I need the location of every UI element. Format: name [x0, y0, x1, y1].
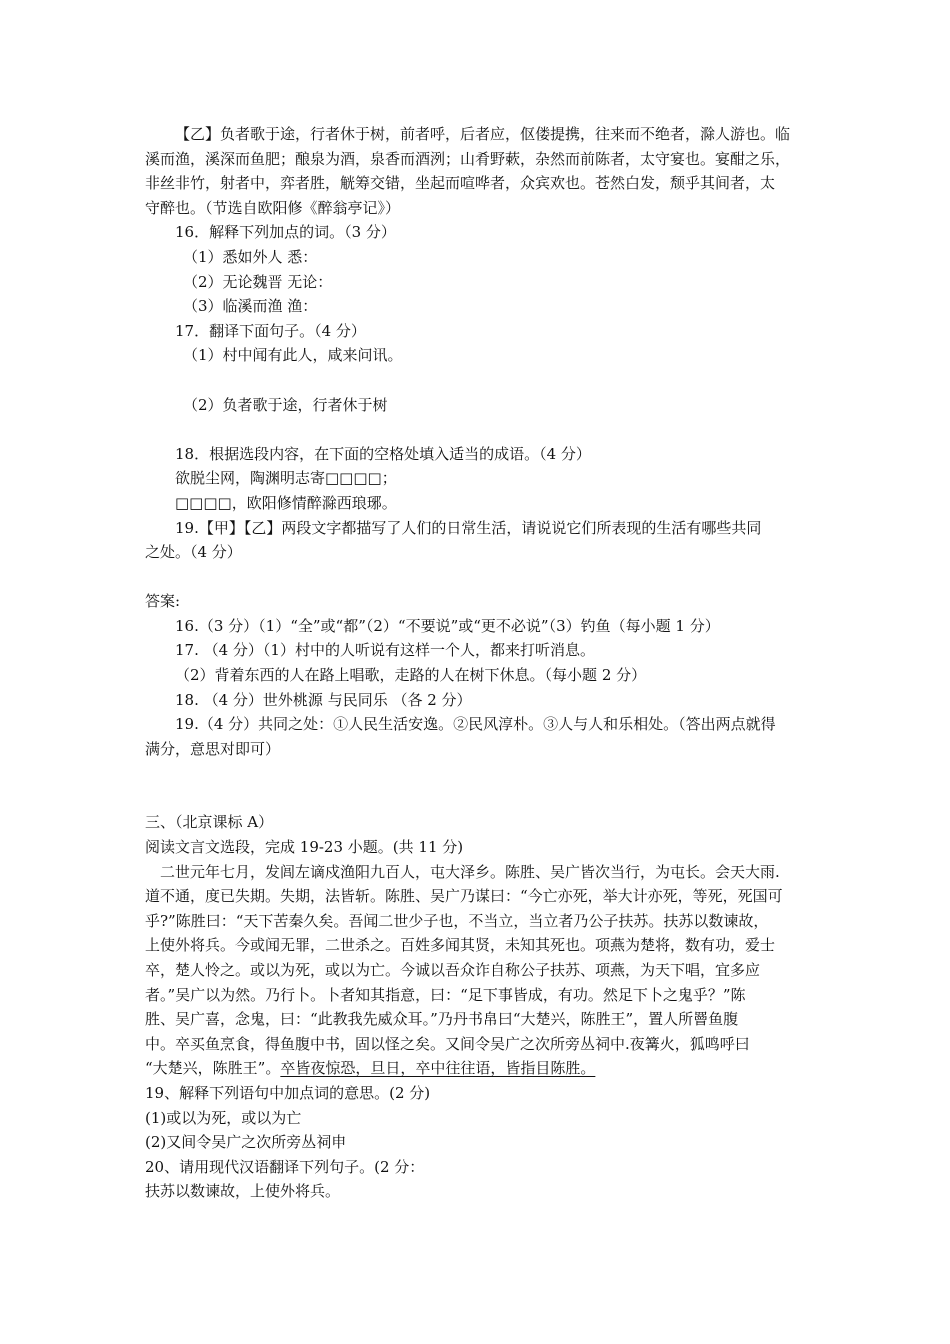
question-item: (1)或以为死，或以为亡: [145, 1108, 302, 1127]
question-item: （2）无论魏晋 无论：: [183, 272, 333, 291]
question-19: [145, 516, 813, 590]
passage-line: [145, 1056, 813, 1081]
passage-line: 胜、吴广喜，念鬼，曰：“此教我先威众耳。”乃丹书帛曰“大楚兴，陈胜王”，置人所罾鱼腹: [145, 1010, 739, 1029]
answer-space: [145, 565, 813, 590]
answer-space: [145, 368, 813, 393]
answer-18: 18. （4 分）世外桃源 与民同乐 （各 2 分）: [175, 690, 472, 709]
question-item: 扶苏以数谏故，上使外将兵。: [145, 1182, 341, 1201]
section-intro: 阅读文言文选段，完成 19-23 小题。(共 11 分): [145, 838, 464, 857]
question-item: □□□□，欧阳修情醉滁西琅琊。: [175, 493, 397, 512]
passage-line: 卒，楚人怜之。或以为死，或以为亡。今诚以吾众诈自称公子扶苏、项燕，为天下唱，宜多应: [145, 961, 761, 979]
section-3: [145, 810, 813, 1204]
question-title: 16．解释下列加点的词。（3 分）: [175, 223, 396, 242]
passage-b-line: 溪而渔，溪深而鱼肥；酿泉为酒，泉香而酒洌；山肴野蔌，杂然而前陈者，太守宴也。宴酣之乐，: [145, 149, 791, 168]
answer-17-part2: （2）背着东西的人在路上唱歌，走路的人在树下休息。（每小题 2 分）: [175, 666, 647, 685]
passage-line: 乎?”陈胜曰：“天下苦秦久矣。吾闻二世少子也，不当立，当立者乃公子扶苏。扶苏以数谏故，: [145, 911, 769, 930]
section-spacer: [145, 761, 813, 810]
question-line: 之处。（4 分）: [145, 543, 242, 562]
question-17: [145, 319, 813, 442]
question-16: [145, 220, 813, 318]
passage-text: “大楚兴，陈胜王”。: [145, 1059, 281, 1078]
question-item: 欲脱尘网，陶渊明志寄□□□□；: [175, 469, 397, 488]
question-title: 17．翻译下面句子。（4 分）: [175, 321, 366, 340]
passage-line: 者。”吴广以为然。乃行卜。卜者知其指意，曰：“足下事皆成，有功。然足下卜之鬼乎？”陈: [145, 985, 746, 1004]
answers-section: [145, 589, 813, 761]
classical-passage: [145, 860, 813, 1081]
passage-b-line: 守醉也。（节选自欧阳修《醉翁亭记》）: [145, 198, 401, 217]
question-item: （1）村中闻有此人，咸来问讯。: [183, 346, 403, 365]
answer-17: 17. （4 分）（1）村中的人听说有这样一个人，都来打听消息。: [175, 641, 595, 660]
answer-19: 满分，意思对即可）: [145, 739, 281, 758]
underlined-sentence: 卒皆夜惊恐，旦日，卒中往往语，皆指目陈胜。: [280, 1059, 596, 1078]
answer-space: [145, 417, 813, 442]
passage-line: 中。卒买鱼烹食，得鱼腹中书，固以怪之矣。又间令吴广之次所旁丛祠中.夜篝火，狐鸣呼曰: [145, 1034, 750, 1053]
document-body: [145, 122, 813, 1204]
question-18: [145, 442, 813, 516]
passage-b: [145, 122, 813, 220]
passage-b-line: 非丝非竹，射者中，弈者胜，觥筹交错，坐起而喧哗者，众宾欢也。苍然白发，颓乎其间者，太: [145, 174, 776, 193]
question-item: （2）负者歌于途，行者休于树: [183, 395, 388, 414]
passage-line: 道不通，度已失期。失期，法皆斩。陈胜、吴广乃谋曰：“今亡亦死，举大计亦死，等死，死国可: [145, 887, 783, 906]
question-19-title: 19、解释下列语句中加点词的意思。(2 分): [145, 1083, 431, 1102]
question-20-title: 20、请用现代汉语翻译下列句子。(2 分：: [145, 1157, 425, 1176]
passage-line: 上使外将兵。今或闻无罪，二世杀之。百姓多闻其贤，未知其死也。项燕为楚将，数有功，爱士: [145, 936, 776, 955]
answer-19: 19.（4 分）共同之处：①人民生活安逸。②民风淳朴。③人与人和乐相处。（答出两点就得: [175, 715, 776, 734]
question-item: (2)又间令吴广之次所旁丛祠申: [145, 1133, 347, 1152]
question-item: （3）临溪而渔 渔：: [183, 297, 318, 316]
passage-line: 二世元年七月，发闾左谪戍渔阳九百人，屯大泽乡。陈胜、吴广皆次当行，为屯长。会天大雨.: [160, 862, 780, 881]
question-item: （1）悉如外人 悉：: [183, 247, 318, 266]
passage-b-line: 【乙】负者歌于途，行者休于树，前者呼，后者应，伛偻提携，往来而不绝者，滁人游也。临: [175, 125, 791, 143]
answer-16: 16.（3 分）（1）“全”或“都”（2）“不要说”或“更不必说”（3）钓鱼（每小题 1 分）: [175, 616, 720, 635]
section-heading: 三、（北京课标 A）: [145, 813, 274, 832]
question-line: 19.【甲】【乙】两段文字都描写了人们的日常生活，请说说它们所表现的生活有哪些共同: [175, 518, 762, 537]
answers-label: 答案:: [145, 592, 181, 611]
question-title: 18．根据选段内容，在下面的空格处填入适当的成语。（4 分）: [175, 444, 591, 463]
